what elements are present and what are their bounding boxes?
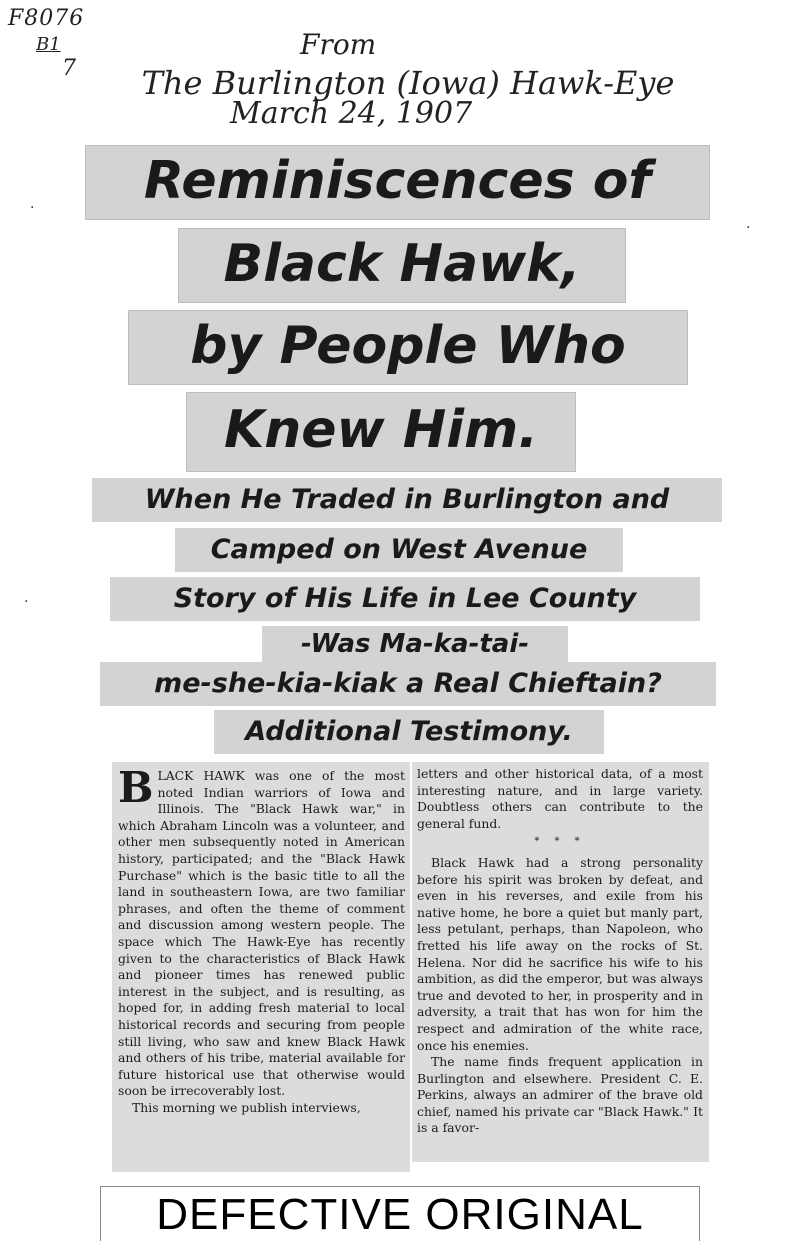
- handwritten-source: The Burlington (Iowa) Hawk-Eye: [141, 64, 675, 102]
- headline-line-1: Reminiscences of: [85, 145, 710, 220]
- deck-line-3: Story of His Life in Lee County: [110, 577, 700, 621]
- article-paragraph-5: The name finds frequent application in Burlington and elsewhere. President C. E. Perkins, always an admirer of the brave old chief, named his private car "Black Hawk." It is a favor-: [417, 1054, 703, 1136]
- handwritten-from: From: [300, 28, 377, 61]
- deck-line-1: When He Traded in Burlington and: [92, 478, 722, 522]
- article-paragraph-4: Black Hawk had a strong personality before his spirit was broken by defeat, and even in his reverses, and exile from his native home, he bore a quiet but manly part, less petulant, perhaps, than Napoleon, who fretted his life away on the rocks of St. Helena. Nor did he sacrifice his wife to his ambition, as did the emperor, but was always true and devoted to her, in prosperity and in adversity, a trait that has won for him the respect and admiration of the white race, once his enemies.: [417, 854, 703, 1053]
- article-paragraph-1: [118, 763, 405, 1100]
- drop-cap: B: [118, 763, 154, 812]
- deck-line-4: -Was Ma-ka-tai-: [262, 626, 568, 662]
- deck-line-2: Camped on West Avenue: [175, 528, 623, 572]
- article-paragraph-2: This morning we publish interviews,: [132, 1099, 361, 1115]
- paragraph-text: LACK HAWK was one of the most noted Indian warriors of Iowa and Illinois. The "Black Hawk war," in which Abraham Lincoln was a volunteer, and other men subsequently noted in American history, participated; and the "Black Hawk Purchase" which is the basic title to all the land in southeastern Iowa, are two familiar phrases, and often the theme of comment and discussion among western people. The space which The Hawk-Eye has recently given to the characteristics of Black Hawk and pioneer times has renewed public interest in the subject, and is resulting, as hoped for, in adding fresh material to local historical records and securing from people still living, who saw and knew Black Hawk and others of his tribe, material available for future historical use that otherwise would soon be irrecoverably lost.: [118, 768, 405, 1099]
- defective-original-stamp: DEFECTIVE ORIGINAL: [100, 1186, 700, 1241]
- article-paragraph-3: letters and other historical data, of a most interesting nature, and in large variety. Doubtless others can contribute to the general fund.: [417, 766, 703, 831]
- deck-line-6: Additional Testimony.: [214, 710, 604, 754]
- section-separator: * * *: [534, 836, 586, 848]
- scan-speck: ·: [30, 200, 35, 216]
- article-column-left: [112, 762, 410, 1172]
- headline-line-3: by People Who: [128, 310, 688, 385]
- article-column-right: [412, 762, 709, 1162]
- handwritten-date: March 24, 1907: [230, 96, 473, 131]
- scan-speck: ·: [746, 220, 751, 236]
- call-number-annotation-2: B1: [36, 34, 61, 55]
- scan-speck: ·: [24, 594, 29, 610]
- deck-line-5: me-she-kia-kiak a Real Chieftain?: [100, 662, 716, 706]
- call-number-annotation-3: 7: [62, 56, 76, 81]
- headline-line-2: Black Hawk,: [178, 228, 626, 303]
- headline-line-4: Knew Him.: [186, 392, 576, 472]
- call-number-annotation: F8076: [8, 6, 85, 31]
